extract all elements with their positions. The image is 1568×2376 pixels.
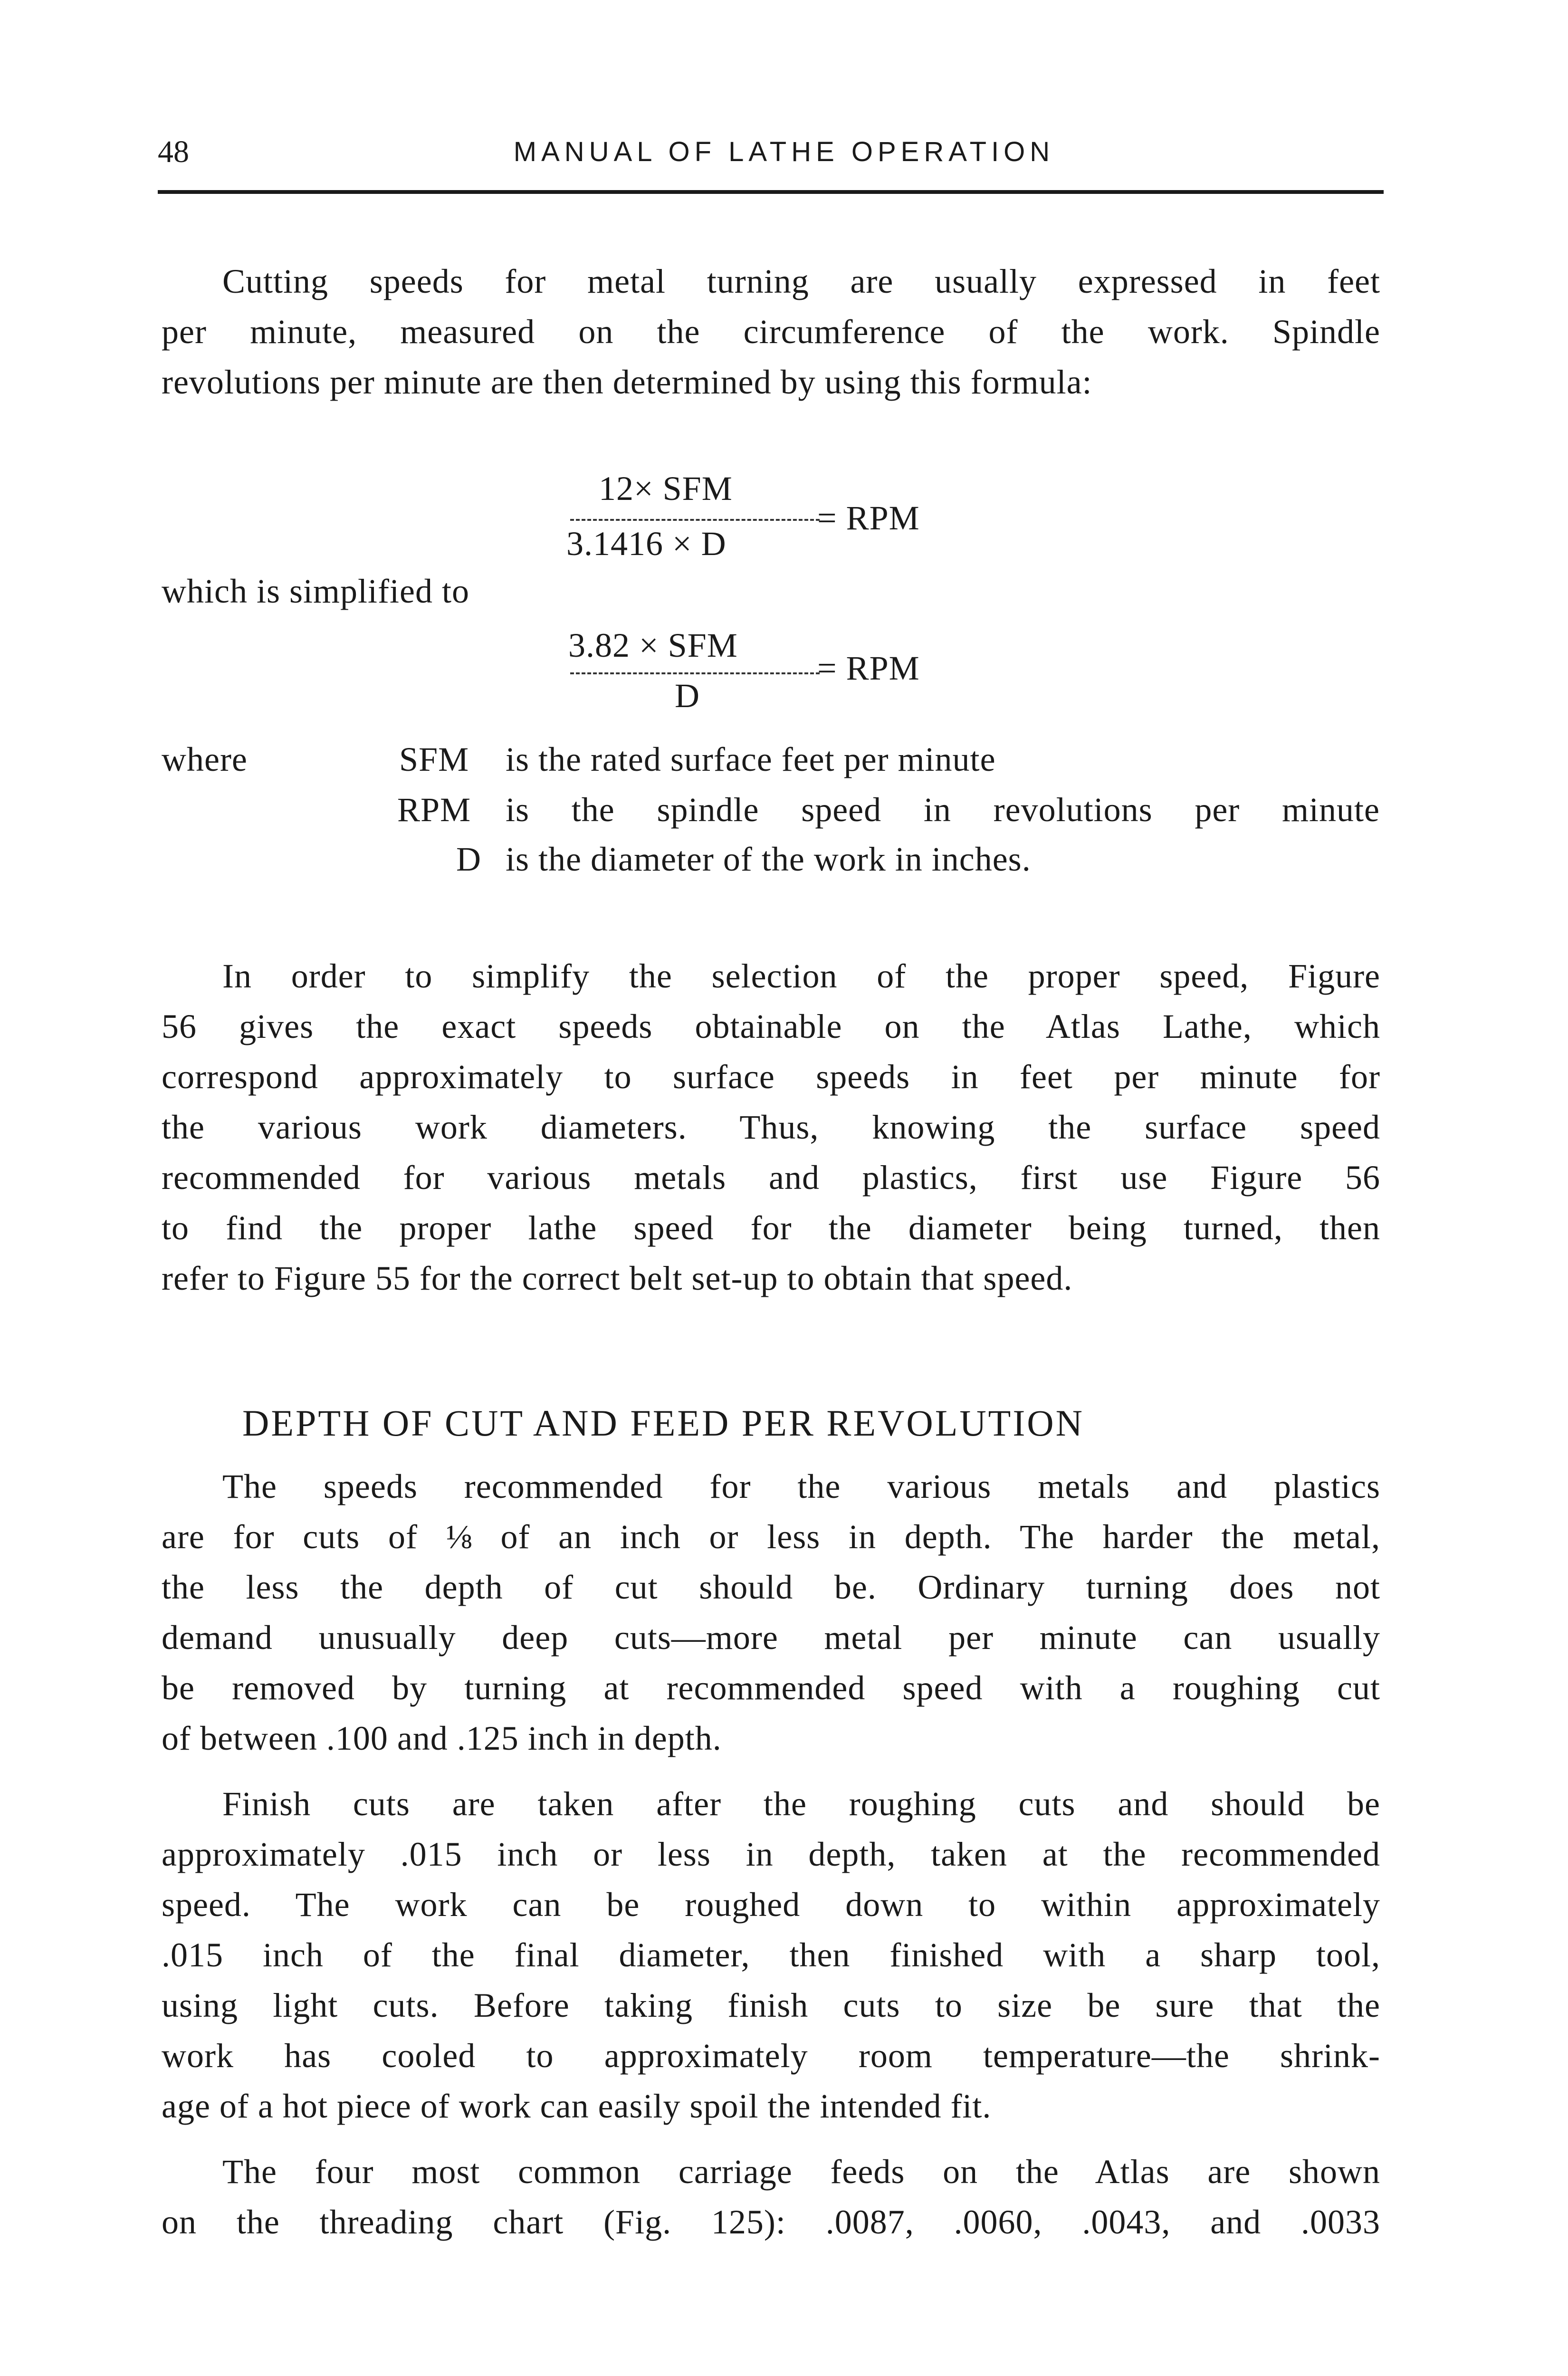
fraction-bar: [570, 672, 820, 674]
running-title: MANUAL OF LATHE OPERATION: [513, 136, 1055, 167]
formula-result: = RPM: [817, 499, 920, 537]
simplified-label: which is simplified to: [162, 572, 469, 610]
text-line: revolutions per minute are then determined by using this formula:: [162, 363, 1092, 401]
definition-symbol: D: [456, 840, 481, 878]
fraction-bar: [570, 519, 820, 521]
text-line: Cutting speeds for metal turning are usually expressed in feet: [222, 262, 1380, 300]
text-line: correspond approximately to surface speeds in feet per minute for: [162, 1058, 1380, 1096]
header-rule: [158, 190, 1384, 194]
text-line: .015 inch of the final diameter, then finished with a sharp tool,: [162, 1936, 1380, 1974]
text-line: using light cuts. Before taking finish cuts to size be sure that the: [162, 1986, 1380, 2024]
text-line: The speeds recommended for the various metals and plastics: [222, 1467, 1380, 1505]
definition-symbol: SFM: [399, 740, 469, 778]
text-line: refer to Figure 55 for the correct belt set-up to obtain that speed.: [162, 1259, 1073, 1297]
definition-text: is the rated surface feet per minute: [506, 740, 996, 778]
text-line: work has cooled to approximately room temperature—the shrink-: [162, 2037, 1380, 2075]
text-line: are for cuts of ⅛ of an inch or less in depth. The harder the metal,: [162, 1518, 1380, 1556]
text-line: Finish cuts are taken after the roughing cuts and should be: [222, 1785, 1380, 1823]
text-line: demand unusually deep cuts—more metal per minute can usually: [162, 1619, 1380, 1657]
where-label: where: [162, 740, 248, 778]
formula-numerator: 12× SFM: [599, 469, 733, 508]
text-line: on the threading chart (Fig. 125): .0087, .0060, .0043, and .0033: [162, 2203, 1380, 2241]
formula-result: = RPM: [817, 649, 920, 687]
text-line: per minute, measured on the circumference of the work. Spindle: [162, 313, 1380, 351]
text-line: speed. The work can be roughed down to within approximately: [162, 1886, 1380, 1924]
definition-text: is the diameter of the work in inches.: [506, 840, 1031, 878]
text-line: In order to simplify the selection of the proper speed, Figure: [222, 957, 1380, 995]
text-line: of between .100 and .125 inch in depth.: [162, 1719, 722, 1757]
text-line: The four most common carriage feeds on the Atlas are shown: [222, 2153, 1380, 2191]
text-line: the less the depth of cut should be. Ordinary turning does not: [162, 1568, 1380, 1606]
page-number: 48: [158, 134, 189, 169]
formula-denominator: D: [675, 677, 700, 715]
definition-text: is the spindle speed in revolutions per minute: [506, 791, 1380, 829]
text-line: to find the proper lathe speed for the diameter being turned, then: [162, 1209, 1380, 1247]
text-line: recommended for various metals and plastics, first use Figure 56: [162, 1159, 1380, 1197]
formula-numerator: 3.82 × SFM: [568, 626, 738, 664]
text-line: 56 gives the exact speeds obtainable on the Atlas Lathe, which: [162, 1007, 1380, 1045]
text-line: be removed by turning at recommended speed with a roughing cut: [162, 1669, 1380, 1707]
definition-symbol: RPM: [397, 791, 471, 829]
text-line: age of a hot piece of work can easily spoil the intended fit.: [162, 2087, 992, 2125]
text-line: the various work diameters. Thus, knowing the surface speed: [162, 1108, 1380, 1146]
formula-denominator: 3.1416 × D: [566, 525, 727, 563]
text-line: approximately .015 inch or less in depth, taken at the recommended: [162, 1835, 1380, 1873]
section-heading: DEPTH OF CUT AND FEED PER REVOLUTION: [242, 1402, 1084, 1444]
